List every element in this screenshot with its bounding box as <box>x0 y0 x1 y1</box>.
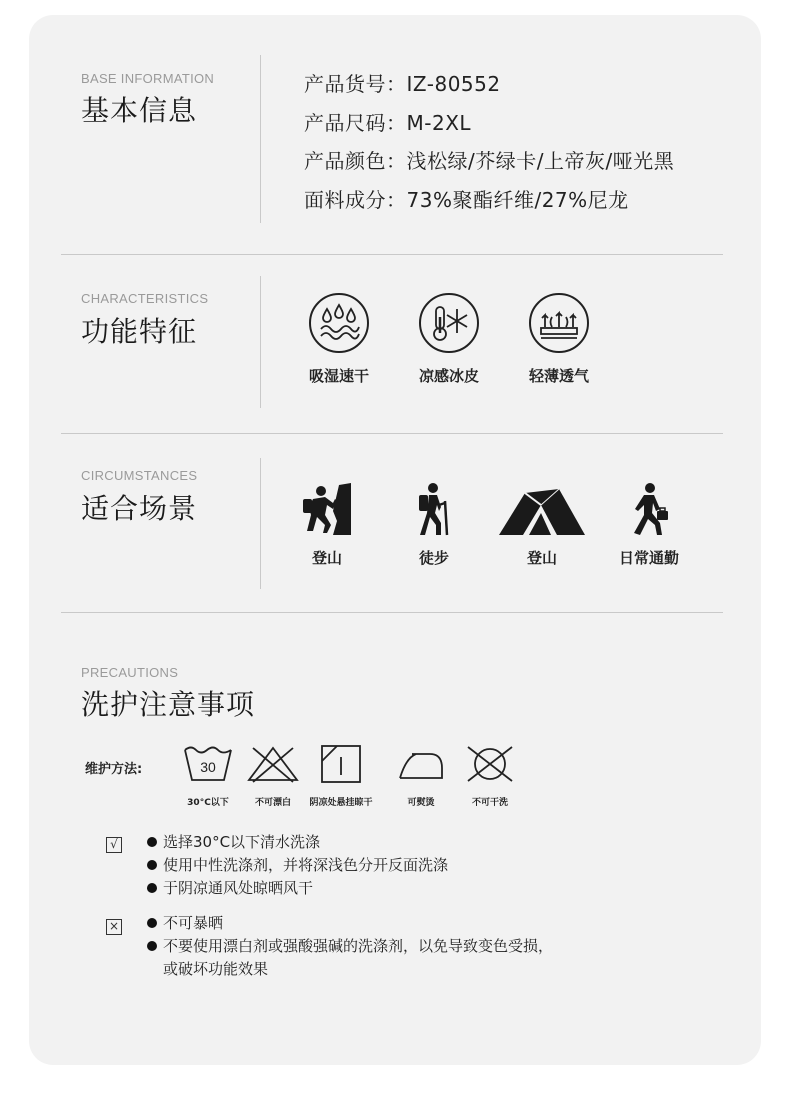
line-dry-shade-icon <box>306 743 376 785</box>
hiking-icon <box>384 477 484 537</box>
care-line-dry <box>306 743 376 808</box>
bullet-icon <box>147 860 157 870</box>
scene-commute <box>599 477 699 568</box>
no-bleach-icon <box>238 743 308 785</box>
divider-vertical <box>260 276 261 408</box>
list-item: 选择30°C以下清水洗涤 <box>147 831 448 854</box>
feature-label: 凉感冰皮 <box>418 367 479 385</box>
list-item: 或破坏功能效果 <box>163 960 269 978</box>
scene-label: 登山 <box>311 549 342 567</box>
cross-box-icon: × <box>106 919 122 935</box>
scene-hiking <box>384 477 484 568</box>
product-info-card <box>29 15 761 1065</box>
care-iron <box>386 743 456 808</box>
care-no-dry-clean <box>455 743 525 808</box>
tent-icon <box>492 477 592 537</box>
care-no-bleach <box>238 743 308 808</box>
scene-label: 登山 <box>526 549 557 567</box>
bullet-icon <box>147 837 157 847</box>
breathable-fabric-icon <box>529 293 589 353</box>
bullet-icon <box>147 941 157 951</box>
scene-label: 日常通勤 <box>618 549 679 567</box>
wash-temperature: 30 <box>200 759 216 775</box>
circumstances-en-title: CIRCUMSTANCES <box>81 468 198 483</box>
wash-30-icon <box>173 743 243 785</box>
feature-breathable <box>514 293 604 386</box>
care-label: 不可干洗 <box>471 798 508 808</box>
feature-moisture-wicking <box>294 293 384 386</box>
rock-climbing-icon <box>277 477 377 537</box>
divider-horizontal <box>61 612 723 613</box>
list-item: 使用中性洗涤剂，并将深浅色分开反面洗涤 <box>147 854 448 877</box>
divider-vertical <box>260 55 261 223</box>
care-wash-30 <box>173 743 243 808</box>
divider-horizontal <box>61 433 723 434</box>
care-label: 不可漂白 <box>254 798 291 808</box>
scene-climbing <box>277 477 377 568</box>
cooling-thermometer-icon <box>419 293 479 353</box>
check-box-icon: √ <box>106 837 122 853</box>
info-row-sku: 产品货号：IZ-80552 <box>304 72 501 96</box>
care-method-label: 维护方法: <box>85 762 143 777</box>
precautions-title: 洗护注意事项 <box>81 688 256 721</box>
divider-vertical <box>260 458 261 589</box>
bullet-icon <box>147 883 157 893</box>
moisture-wicking-icon <box>309 293 369 353</box>
basic-info-title: 基本信息 <box>81 94 198 127</box>
characteristics-en-title: CHARACTERISTICS <box>81 291 209 306</box>
basic-info-en-title: BASE INFORMATION <box>81 71 215 86</box>
scene-camping <box>492 477 592 568</box>
info-row-size: 产品尺码：M-2XL <box>304 111 472 135</box>
scene-label: 徒步 <box>418 549 449 567</box>
list-item: 不可暴晒 <box>147 912 553 935</box>
care-label: 30°C以下 <box>187 798 229 808</box>
feature-label: 吸湿速干 <box>308 367 369 385</box>
dont-list <box>147 912 553 981</box>
care-label: 可熨烫 <box>407 798 435 808</box>
list-item: 不要使用漂白剂或强酸强碱的洗涤剂，以免导致变色受损， <box>147 935 553 958</box>
circumstances-title: 适合场景 <box>81 492 198 525</box>
info-row-color: 产品颜色：浅松绿/芥绿卡/上帝灰/哑光黑 <box>304 149 675 173</box>
commuting-icon <box>599 477 699 537</box>
feature-cooling <box>404 293 494 386</box>
divider-horizontal <box>61 254 723 255</box>
list-item: 于阴凉通风处晾晒风干 <box>147 877 448 900</box>
do-list <box>147 831 448 900</box>
precautions-en-title: PRECAUTIONS <box>81 665 179 680</box>
info-row-fabric: 面料成分：73%聚酯纤维/27%尼龙 <box>304 188 629 212</box>
feature-label: 轻薄透气 <box>528 367 589 385</box>
no-dry-clean-icon <box>455 743 525 785</box>
iron-icon <box>386 743 456 785</box>
characteristics-title: 功能特征 <box>81 315 198 348</box>
bullet-icon <box>147 918 157 928</box>
care-label: 阴凉处悬挂晾干 <box>309 798 373 808</box>
